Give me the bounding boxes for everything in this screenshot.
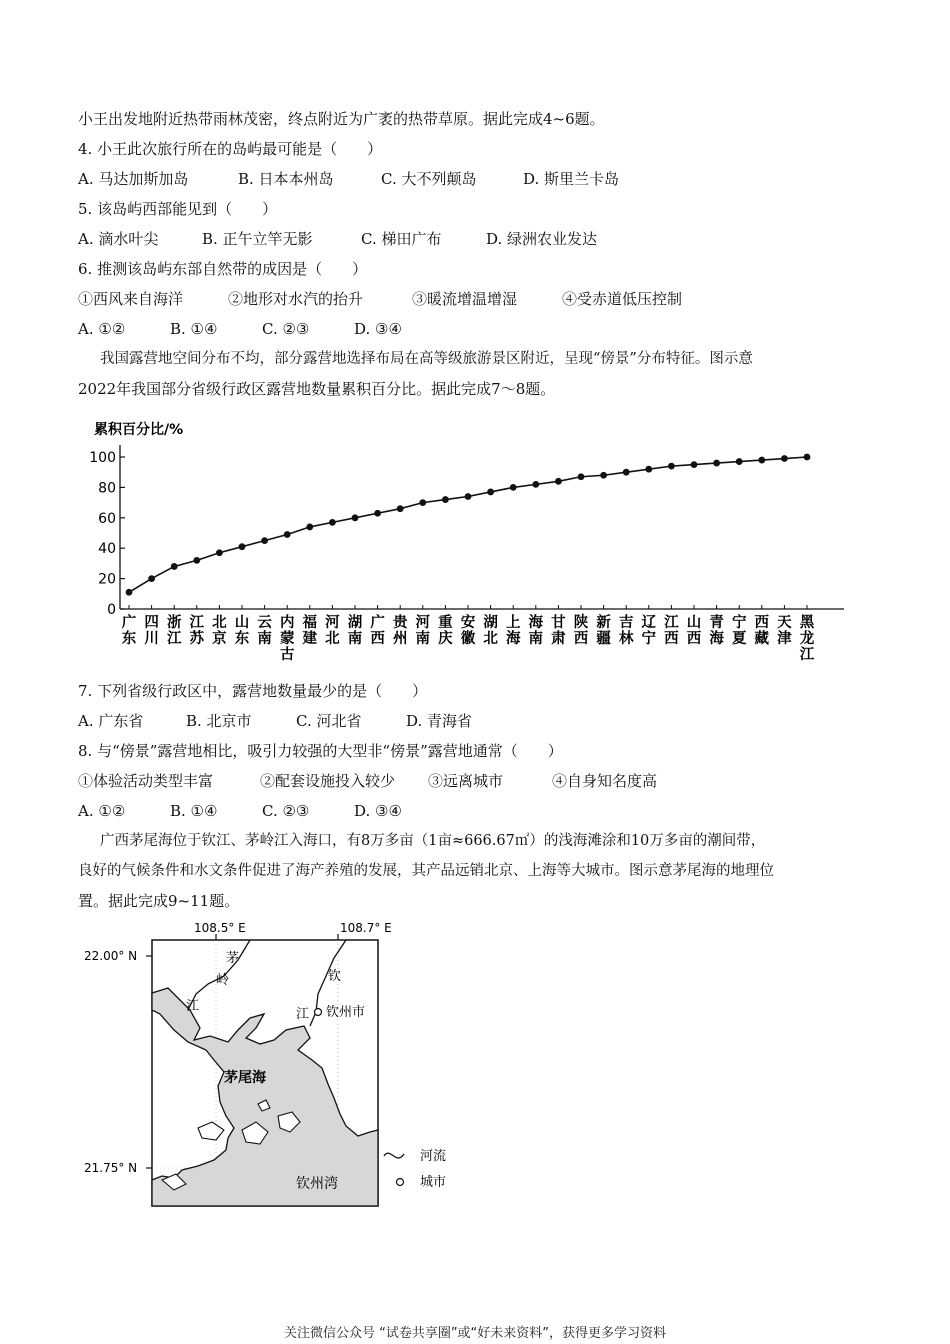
chart-category-label: 黑龙江 bbox=[799, 615, 815, 662]
chart-data-point bbox=[193, 557, 200, 564]
question-4-options bbox=[78, 168, 619, 190]
intro-paragraph-3-line-2: 良好的气候条件和水文条件促进了海产养殖的发展，其产品远销北京、上海等大城市。图示意茅尾海的地理位 bbox=[78, 863, 774, 879]
chart-data-point bbox=[555, 478, 562, 485]
chart-category-label: 贵州 bbox=[392, 615, 408, 647]
city-label: 钦州市 bbox=[326, 1005, 366, 1020]
maoling-river-label-2: 岭 bbox=[216, 973, 230, 988]
question-5-options bbox=[78, 228, 597, 250]
intro-paragraph-2-line-1: 我国露营地空间分布不均，部分露营地选择布局在高等级旅游景区附近，呈现“傍景”分布特征。图示意 bbox=[100, 351, 753, 367]
chart-data-point bbox=[465, 493, 472, 500]
chart-category-label: 河北 bbox=[325, 615, 340, 647]
cumulative-percentage-chart bbox=[80, 412, 850, 662]
question-7-stem: 7. 下列省级行政区中，露营地数量最少的是（ ） bbox=[78, 682, 428, 700]
chart-y-tick-label: 0 bbox=[107, 602, 116, 618]
intro-paragraph-3-line-3: 置。据此完成9~11题。 bbox=[78, 892, 240, 910]
q6-item-2: ②地形对水汽的抬升 bbox=[228, 290, 364, 308]
chart-category-label: 宁夏 bbox=[731, 615, 747, 647]
question-8-options bbox=[78, 800, 402, 822]
sea-label: 茅尾海 bbox=[224, 1070, 266, 1086]
chart-data-point bbox=[419, 499, 426, 506]
chart-data-point bbox=[804, 454, 811, 461]
chart-data-point bbox=[374, 510, 381, 517]
chart-category-label: 天津 bbox=[777, 615, 792, 647]
chart-category-label: 青海 bbox=[709, 615, 724, 647]
latitude-label-bottom: 21.75° N bbox=[84, 1161, 138, 1175]
chart-data-point bbox=[284, 531, 291, 538]
longitude-label-right: 108.7° E bbox=[340, 921, 392, 935]
chart-y-tick-label: 60 bbox=[98, 510, 116, 527]
chart-data-point bbox=[306, 524, 313, 531]
maoling-river-label-3: 江 bbox=[186, 999, 200, 1014]
q8-item-2: ②配套设施投入较少 bbox=[260, 772, 396, 790]
q6-item-1: ①西风来自海洋 bbox=[78, 290, 184, 308]
q5-option-a[interactable]: A. 滴水叶尖 bbox=[78, 230, 159, 248]
chart-data-point bbox=[736, 458, 743, 465]
chart-data-point bbox=[171, 563, 178, 570]
chart-category-label: 陕西 bbox=[573, 615, 589, 647]
q8-item-4: ④自身知名度高 bbox=[552, 772, 658, 790]
chart-category-label: 西藏 bbox=[754, 615, 770, 647]
question-4-stem: 4. 小王此次旅行所在的岛屿最可能是（ ） bbox=[78, 140, 383, 158]
chart-category-label: 广东 bbox=[121, 615, 137, 647]
chart-category-label: 云南 bbox=[257, 615, 272, 647]
chart-data-point bbox=[578, 473, 585, 480]
chart-category-label: 吉林 bbox=[618, 615, 634, 647]
chart-data-point bbox=[442, 496, 449, 503]
chart-data-point bbox=[239, 543, 246, 550]
intro-paragraph-3-line-1: 广西茅尾海位于钦江、茅岭江入海口，有8万多亩（1亩≈666.67㎡）的浅海滩涂和10万多亩的潮间带， bbox=[100, 833, 766, 849]
chart-data-point bbox=[713, 460, 720, 467]
chart-data-point bbox=[329, 519, 336, 526]
chart-data-point bbox=[216, 549, 223, 556]
maoling-river-label-1: 茅 bbox=[226, 951, 240, 966]
chart-data-point bbox=[691, 461, 698, 468]
q8-option-a[interactable]: A. ①② bbox=[78, 802, 126, 820]
chart-category-label: 海南 bbox=[528, 615, 544, 647]
q6-option-d[interactable]: D. ③④ bbox=[354, 320, 402, 338]
chart-category-label: 四川 bbox=[144, 615, 159, 647]
q6-item-3: ③暖流增温增湿 bbox=[412, 290, 518, 308]
question-5-stem: 5. 该岛屿西部能见到（ ） bbox=[78, 200, 278, 218]
chart-category-label: 江西 bbox=[664, 615, 679, 647]
chart-y-tick-label: 100 bbox=[89, 450, 116, 466]
qin-river-label-2: 江 bbox=[296, 1007, 310, 1022]
chart-category-label: 湖北 bbox=[483, 615, 498, 647]
chart-category-label: 新疆 bbox=[596, 615, 611, 647]
qin-river-label-1: 钦 bbox=[328, 969, 342, 984]
q6-option-b[interactable]: B. ①④ bbox=[170, 320, 218, 338]
q8-option-b[interactable]: B. ①④ bbox=[170, 802, 218, 820]
question-6-options bbox=[78, 318, 402, 340]
chart-y-tick-label: 40 bbox=[98, 541, 116, 558]
q6-option-a[interactable]: A. ①② bbox=[78, 320, 126, 338]
chart-y-axis-label: 累积百分比/% bbox=[94, 422, 184, 438]
chart-category-label: 河南 bbox=[415, 615, 431, 647]
question-8-items bbox=[78, 770, 657, 792]
legend-city-label: 城市 bbox=[420, 1175, 447, 1190]
bay-label: 钦州湾 bbox=[296, 1176, 338, 1192]
question-8-stem: 8. 与“傍景”露营地相比，吸引力较强的大型非“傍景”露营地通常（ ） bbox=[78, 742, 563, 760]
q4-option-b[interactable]: B. 日本本州岛 bbox=[238, 170, 334, 188]
chart-data-point bbox=[126, 589, 133, 596]
q8-option-c[interactable]: C. ②③ bbox=[262, 802, 310, 820]
q5-option-b[interactable]: B. 正午立竿无影 bbox=[202, 230, 313, 248]
question-6-items bbox=[78, 288, 682, 310]
q4-option-a[interactable]: A. 马达加斯加岛 bbox=[78, 170, 189, 188]
chart-category-label: 浙江 bbox=[166, 615, 182, 647]
chart-y-tick-label: 80 bbox=[98, 480, 116, 497]
chart-category-label: 福建 bbox=[302, 615, 318, 647]
chart-category-label: 山东 bbox=[234, 615, 250, 647]
legend-river-symbol bbox=[384, 1153, 404, 1158]
chart-data-point bbox=[645, 466, 652, 473]
q8-item-3: ③远离城市 bbox=[428, 772, 504, 790]
chart-data-point bbox=[532, 481, 539, 488]
chart-category-label: 北京 bbox=[212, 615, 227, 647]
chart-category-label: 湖南 bbox=[347, 615, 363, 647]
chart-data-point bbox=[623, 469, 630, 476]
chart-data-point bbox=[487, 489, 494, 496]
q7-option-d[interactable]: D. 青海省 bbox=[406, 712, 473, 730]
q5-option-c[interactable]: C. 梯田广布 bbox=[361, 230, 442, 248]
q8-option-d[interactable]: D. ③④ bbox=[354, 802, 402, 820]
chart-category-label: 辽宁 bbox=[641, 615, 657, 647]
chart-category-label: 安徽 bbox=[460, 615, 476, 647]
question-7-options bbox=[78, 710, 472, 732]
chart-data-point bbox=[148, 575, 155, 582]
island bbox=[198, 1122, 224, 1140]
chart-category-label: 上海 bbox=[505, 615, 521, 647]
q4-option-c[interactable]: C. 大不列颠岛 bbox=[381, 170, 477, 188]
chart-category-label: 江苏 bbox=[189, 615, 205, 647]
q7-option-a[interactable]: A. 广东省 bbox=[78, 712, 144, 730]
maowei-sea-area bbox=[152, 988, 378, 1206]
intro-paragraph-2-line-2: 2022年我国部分省级行政区露营地数量累积百分比。据此完成7～8题。 bbox=[78, 380, 556, 398]
chart-data-point bbox=[352, 514, 359, 521]
q7-option-b[interactable]: B. 北京市 bbox=[186, 712, 252, 730]
chart-category-label: 重庆 bbox=[438, 615, 453, 647]
chart-data-point bbox=[758, 457, 765, 464]
q8-item-1: ①体验活动类型丰富 bbox=[78, 772, 214, 790]
maowei-sea-location-map bbox=[78, 918, 478, 1218]
chart-data-point bbox=[397, 505, 404, 512]
latitude-label-top: 22.00° N bbox=[84, 949, 138, 963]
longitude-label-left: 108.5° E bbox=[194, 921, 246, 935]
q4-option-d[interactable]: D. 斯里兰卡岛 bbox=[523, 170, 620, 188]
chart-y-tick-label: 20 bbox=[98, 571, 116, 588]
chart-data-point bbox=[781, 455, 788, 462]
legend-city-symbol bbox=[397, 1179, 404, 1186]
footer-note: 关注微信公众号 “试卷共享圈”或“好未来资料”，获得更多学习资料 bbox=[283, 1326, 667, 1341]
chart-series-line bbox=[129, 457, 807, 592]
chart-data-point bbox=[668, 463, 675, 470]
qinzhou-city-marker bbox=[315, 1009, 322, 1016]
q6-option-c[interactable]: C. ②③ bbox=[262, 320, 310, 338]
chart-data-point bbox=[600, 472, 607, 479]
q6-item-4: ④受赤道低压控制 bbox=[562, 290, 683, 308]
q7-option-c[interactable]: C. 河北省 bbox=[296, 712, 362, 730]
chart-category-label: 山西 bbox=[686, 615, 702, 647]
chart-category-label: 内蒙古 bbox=[279, 615, 295, 662]
chart-category-label: 广西 bbox=[370, 615, 385, 647]
chart-data-point bbox=[261, 537, 268, 544]
question-6-stem: 6. 推测该岛屿东部自然带的成因是（ ） bbox=[78, 260, 368, 278]
chart-data-point bbox=[510, 484, 517, 491]
chart-category-label: 甘肃 bbox=[551, 615, 566, 647]
legend-river-label: 河流 bbox=[420, 1149, 447, 1164]
intro-paragraph-1: 小王出发地附近热带雨林茂密，终点附近为广袤的热带草原。据此完成4~6题。 bbox=[78, 110, 605, 128]
q5-option-d[interactable]: D. 绿洲农业发达 bbox=[486, 230, 598, 248]
